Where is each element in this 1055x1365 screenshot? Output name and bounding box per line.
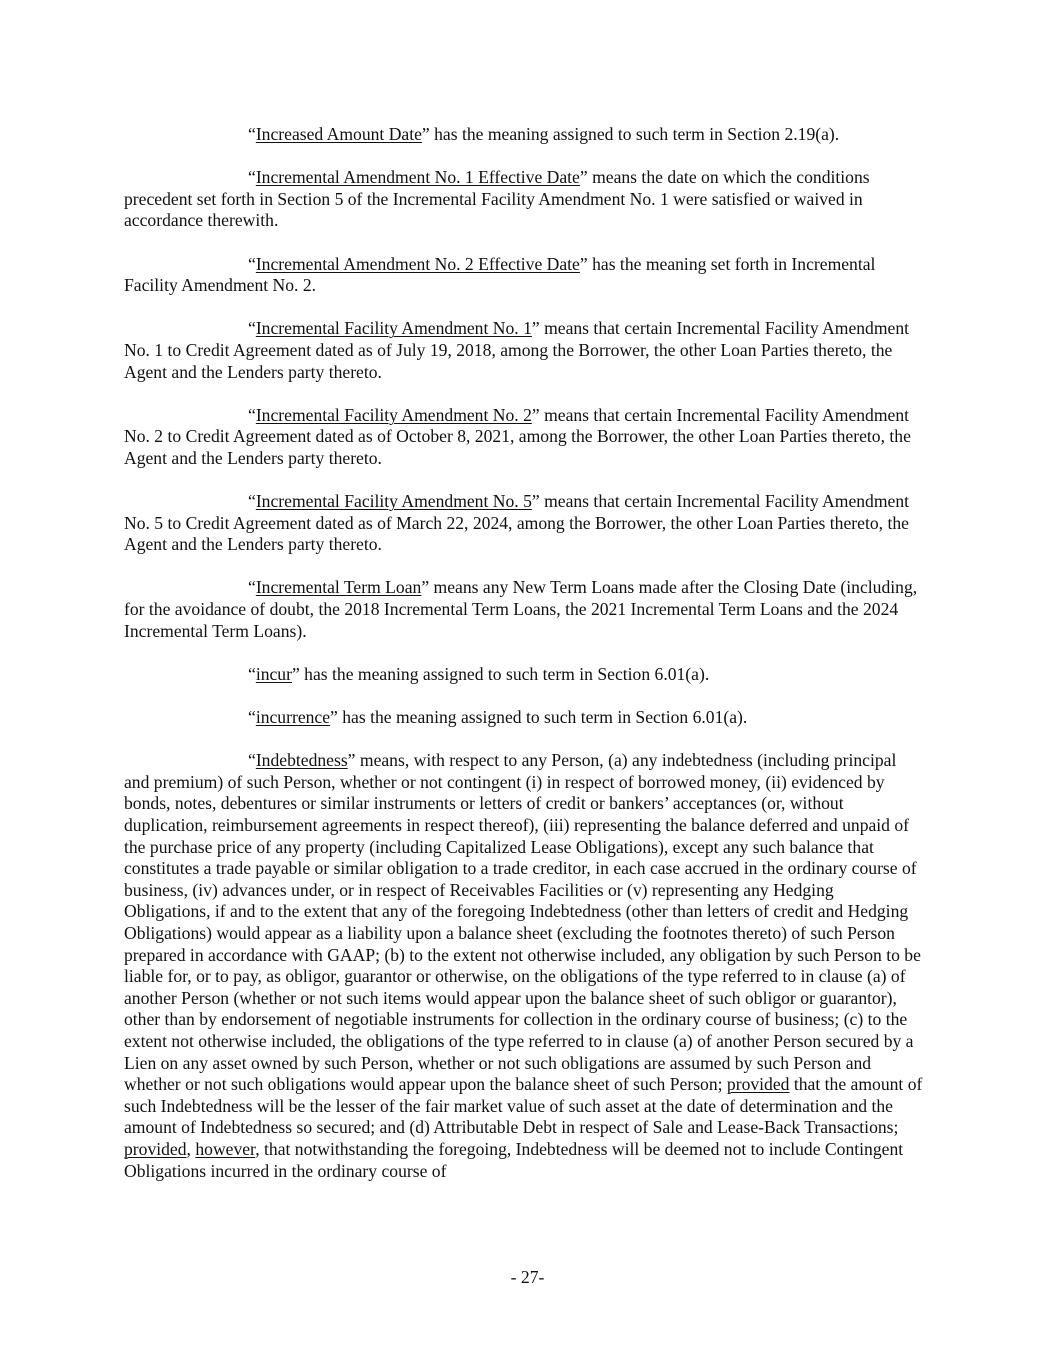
definition-indebtedness xyxy=(124,750,924,1182)
definition-text: means, with respect to any Person, (a) any indebtedness (including principal and premium) of such Person, whether or not contingent (i) in respect of borrowed money, (ii) evidenced by bonds, notes, debentures or similar instruments or letters of credit or bankers’ acceptances (or, without duplication, reimbursement agreements in respect thereof), (iii) representing the balance deferred and unpaid of the purchase price of any property (including Capitalized Lease Obligations), except any such balance that constitutes a trade payable or similar obligation to a trade creditor, in each case accrued in the ordinary course of business, (iv) advances under, or in respect of Receivables Facilities or (v) representing any Hedging Obligations, if and to the extent that any of the foregoing Indebtedness (other than letters of credit and Hedging Obligations) would appear as a liability upon a balance sheet (excluding the footnotes thereto) of such Person prepared in accordance with GAAP; (b) to the extent not otherwise included, any obligation by such Person to be liable for, or to pay, as obligor, guarantor or otherwise, on the obligations of the type referred to in clause (a) of another Person (whether or not such items would appear upon the balance sheet of such obligor or guarantor), other than by endorsement of negotiable instruments for collection in the ordinary course of business; (c) to the extent not otherwise included, the obligations of the type referred to in clause (a) of another Person secured by a Lien on any asset owned by such Person, whether or not such obligations are assumed by such Person and whether or not such obligations would appear upon the balance sheet of such Person; xyxy=(124,750,921,1095)
definition-text: has the meaning assigned to such term in Section 6.01(a). xyxy=(299,663,710,684)
open-quote: “ xyxy=(248,167,256,188)
definition-incurrence xyxy=(124,707,924,729)
definition-text: has the meaning assigned to such term in Section 6.01(a). xyxy=(337,707,748,728)
open-quote: “ xyxy=(248,577,256,598)
however-proviso: however xyxy=(195,1138,256,1159)
page-number: - 27- xyxy=(510,1267,545,1287)
provided-proviso: provided xyxy=(124,1138,187,1159)
close-quote: ” xyxy=(330,707,338,728)
definition-text: has the meaning set forth in Incremental Facility Amendment No. 2. xyxy=(124,253,876,296)
definition-text: that the amount of such Indebtedness will be the lesser of the fair market value of such asset at the date of determination and the amount of Indebtedness so secured; and (d) Attributable Debt in respect of Sale and Lease-Back Transactions; xyxy=(124,1074,923,1138)
definition-increased-amount-date xyxy=(124,124,924,146)
close-quote: ” xyxy=(531,404,540,425)
close-quote: ” xyxy=(421,124,430,144)
definition-incremental-facility-amendment-1 xyxy=(124,318,924,383)
defined-term: incur xyxy=(255,663,292,684)
document-page xyxy=(124,124,924,1204)
definition-incur xyxy=(124,664,924,686)
definition-text: means any New Term Loans made after the Closing Date (including, for the avoidance of doubt, the 2018 Incremental Term Loans, the 2021 Incremental Term Loans and the 2024 Incremental Term Loans). xyxy=(124,577,918,641)
defined-term: Incremental Amendment No. 1 Effective Date xyxy=(255,167,580,188)
open-quote: “ xyxy=(248,318,256,339)
defined-term: Indebtedness xyxy=(255,750,348,771)
open-quote: “ xyxy=(248,663,256,684)
close-quote: ” xyxy=(579,167,588,188)
close-quote: ” xyxy=(579,253,588,274)
defined-term: Incremental Facility Amendment No. 5 xyxy=(255,491,532,512)
open-quote: “ xyxy=(248,404,256,425)
open-quote: “ xyxy=(248,707,256,728)
definition-incremental-amendment-1-effective-date xyxy=(124,167,924,232)
definition-incremental-amendment-2-effective-date xyxy=(124,254,924,297)
definition-text: means the date on which the conditions precedent set forth in Section 5 of the Incremental Facility Amendment No. 1 were satisfied or waived in accordance therewith. xyxy=(124,167,870,231)
defined-term: Incremental Amendment No. 2 Effective Date xyxy=(255,253,580,274)
close-quote: ” xyxy=(291,663,300,684)
definition-incremental-facility-amendment-5 xyxy=(124,491,924,556)
defined-term: Increased Amount Date xyxy=(255,124,422,144)
definition-text: , that notwithstanding the foregoing, Indebtedness will be deemed not to include Contingent Obligations incurred in the ordinary course of xyxy=(124,1138,904,1181)
open-quote: “ xyxy=(248,491,256,512)
definition-text: means that certain Incremental Facility Amendment No. 5 to Credit Agreement dated as of March 22, 2024, among the Borrower, the other Loan Parties thereto, the Agent and the Lenders party thereto. xyxy=(124,491,910,555)
close-quote: ” xyxy=(531,318,540,339)
definition-text: means that certain Incremental Facility Amendment No. 2 to Credit Agreement dated as of October 8, 2021, among the Borrower, the other Loan Parties thereto, the Agent and the Lenders party thereto. xyxy=(124,404,911,468)
defined-term: incurrence xyxy=(255,707,331,728)
open-quote: “ xyxy=(248,253,256,274)
definition-incremental-term-loan xyxy=(124,577,924,642)
definition-text: means that certain Incremental Facility Amendment No. 1 to Credit Agreement dated as of July 19, 2018, among the Borrower, the other Loan Parties thereto, the Agent and the Lenders party thereto. xyxy=(124,318,910,382)
defined-term: Incremental Term Loan xyxy=(255,577,422,598)
close-quote: ” xyxy=(347,750,356,771)
definition-text: has the meaning assigned to such term in Section 2.19(a). xyxy=(429,124,840,144)
close-quote: ” xyxy=(531,491,540,512)
close-quote: ” xyxy=(421,577,430,598)
open-quote: “ xyxy=(248,750,256,771)
defined-term: Incremental Facility Amendment No. 1 xyxy=(255,318,532,339)
open-quote: “ xyxy=(248,124,256,144)
definition-incremental-facility-amendment-2 xyxy=(124,405,924,470)
defined-term: Incremental Facility Amendment No. 2 xyxy=(255,404,532,425)
provided-proviso: provided xyxy=(726,1074,790,1095)
comma: , xyxy=(186,1138,196,1159)
